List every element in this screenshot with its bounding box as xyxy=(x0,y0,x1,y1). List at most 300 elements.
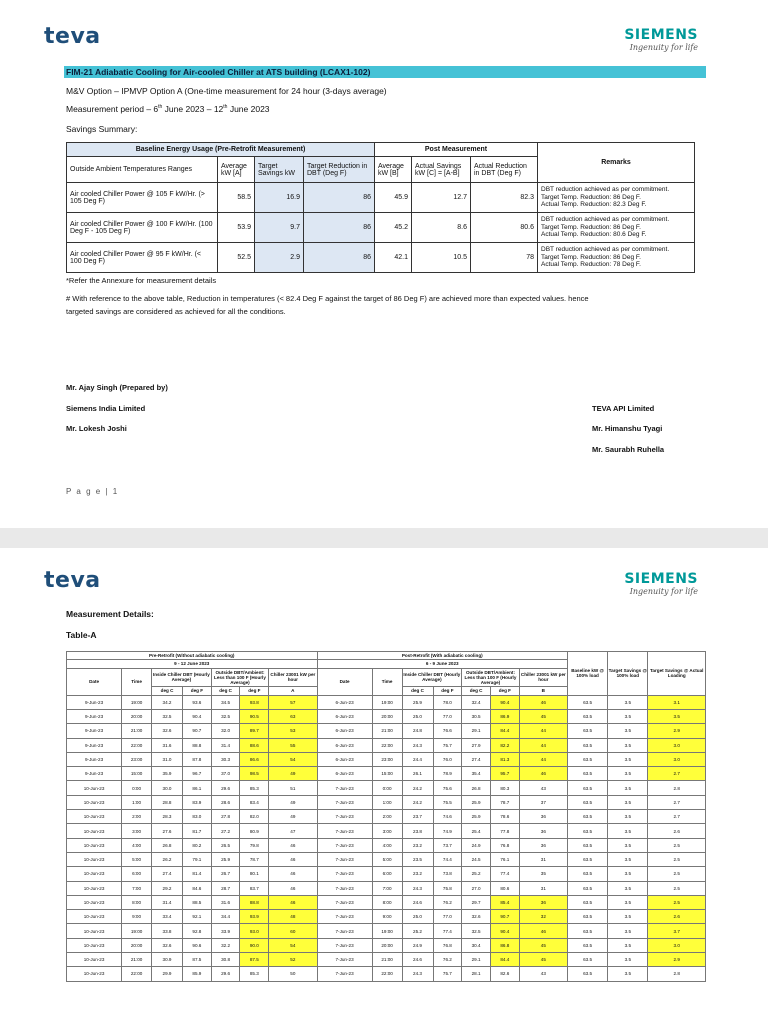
table-cell: 78.7 xyxy=(490,795,519,809)
table-cell: 33.9 xyxy=(211,924,240,938)
table-cell: 25.9 xyxy=(462,810,491,824)
table-row xyxy=(67,895,706,909)
table-cell: 35.9 xyxy=(152,767,183,781)
table-cell: 28.1 xyxy=(462,967,491,981)
table-cell: 3.5 xyxy=(608,967,648,981)
table-cell: 3:00 xyxy=(372,824,402,838)
table-cell: 2.5 xyxy=(648,867,706,881)
table-row xyxy=(67,838,706,852)
table-cell: 0:00 xyxy=(372,781,402,795)
table-cell: 27.2 xyxy=(211,824,240,838)
table-cell: 24.9 xyxy=(462,838,491,852)
table-cell: 10-Jun-23 xyxy=(67,824,122,838)
table-cell: 80.1 xyxy=(240,867,269,881)
table-cell: 63.5 xyxy=(568,738,608,752)
table-cell: 73.7 xyxy=(433,838,462,852)
table-cell: 76.8 xyxy=(433,938,462,952)
table-cell: 3.5 xyxy=(608,881,648,895)
siemens-company: Siemens India Limited xyxy=(66,404,146,413)
table-cell: 76.8 xyxy=(490,838,519,852)
table-cell: 25.9 xyxy=(462,795,491,809)
table-cell: 86.8 xyxy=(490,938,519,952)
siemens-logo: SIEMENS Ingenuity for life xyxy=(624,27,698,52)
table-cell: 32.5 xyxy=(211,709,240,723)
table-cell: 9:00 xyxy=(372,910,402,924)
table-cell: 29.7 xyxy=(462,895,491,909)
table-cell: 63.5 xyxy=(568,953,608,967)
table-cell: 25.2 xyxy=(402,924,433,938)
table-cell: 79.1 xyxy=(183,852,212,866)
table-cell: 77.4 xyxy=(433,924,462,938)
table-cell: 22:00 xyxy=(122,738,152,752)
table-row xyxy=(67,810,706,824)
table-cell: 46 xyxy=(519,767,567,781)
table-cell: 29.1 xyxy=(462,724,491,738)
table-cell: 84.6 xyxy=(183,881,212,895)
table-row xyxy=(67,938,706,952)
table-cell: 36 xyxy=(519,824,567,838)
table-cell: 5:00 xyxy=(372,852,402,866)
table-cell: 73.8 xyxy=(433,867,462,881)
table-cell: 34.2 xyxy=(152,695,183,709)
table-cell: 44 xyxy=(519,752,567,766)
table-cell: 3:00 xyxy=(122,824,152,838)
table-cell: 85.3 xyxy=(240,967,269,981)
table-cell: 25.9 xyxy=(402,695,433,709)
table-cell: 80.6 xyxy=(490,881,519,895)
teva-logo: teva xyxy=(44,24,101,49)
table-cell: 83.4 xyxy=(240,795,269,809)
table-cell: 3.0 xyxy=(648,752,706,766)
table-cell: 43 xyxy=(519,781,567,795)
table-row xyxy=(67,724,706,738)
table-cell: 3.0 xyxy=(648,738,706,752)
table-cell: 87.5 xyxy=(240,953,269,967)
baseline-header: Baseline Energy Usage (Pre-Retrofit Measurement) xyxy=(67,143,375,157)
table-cell: 23.5 xyxy=(402,852,433,866)
table-cell: 78.9 xyxy=(433,767,462,781)
table-cell: 3.5 xyxy=(608,724,648,738)
table-cell: 32.6 xyxy=(462,910,491,924)
table-cell: 86.1 xyxy=(183,781,212,795)
table-cell: 30.8 xyxy=(211,953,240,967)
table-cell: 6-Jun-23 xyxy=(317,752,372,766)
table-cell: 63 xyxy=(269,709,317,723)
table-cell: 20:00 xyxy=(372,709,402,723)
table-cell: 90.5 xyxy=(240,709,269,723)
mv-option: M&V Option – IPMVP Option A (One-time measurement for 24 hour (3-days average) xyxy=(66,86,387,96)
table-cell: 25.0 xyxy=(402,910,433,924)
table-cell: 46 xyxy=(269,838,317,852)
table-cell: 26.7 xyxy=(211,867,240,881)
col-actual-red: Actual Reduction in DBT (Deg F) xyxy=(471,157,538,183)
table-cell: 21:00 xyxy=(372,724,402,738)
table-cell: 46 xyxy=(269,881,317,895)
table-cell: 82.2 xyxy=(490,738,519,752)
table-cell: 63.5 xyxy=(568,695,608,709)
table-cell: 20:00 xyxy=(122,938,152,952)
table-cell: 29.6 xyxy=(211,781,240,795)
table-cell: 63.5 xyxy=(568,752,608,766)
table-cell: 82.0 xyxy=(240,810,269,824)
summary-row: Air cooled Chiller Power @ 105 F kW/Hr. (> 105 Deg F) 58.5 16.9 86 45.9 12.7 82.3 DBT reduction achieved as per commitment. Target Temp. Reduction: 86 Deg F. Actual Temp. Reduction: 82.3 Deg F. xyxy=(67,183,695,213)
table-cell: 7-Jun-23 xyxy=(317,781,372,795)
table-cell: 98.5 xyxy=(240,767,269,781)
table-cell: 76.2 xyxy=(433,953,462,967)
table-cell: 1:00 xyxy=(122,795,152,809)
table-cell: 2.7 xyxy=(648,767,706,781)
table-cell: 31 xyxy=(519,852,567,866)
table-cell: 10-Jun-23 xyxy=(67,924,122,938)
table-cell: 77.8 xyxy=(490,824,519,838)
table-cell: 6:00 xyxy=(122,867,152,881)
table-cell: 63.5 xyxy=(568,910,608,924)
table-cell: 43 xyxy=(519,967,567,981)
table-cell: 26.8 xyxy=(462,781,491,795)
col-actual-kw: Actual Savings kW [C] = [A-B] xyxy=(412,157,471,183)
table-cell: 4:00 xyxy=(372,838,402,852)
table-cell: 2.9 xyxy=(648,724,706,738)
table-cell: 31.4 xyxy=(152,895,183,909)
table-cell: 24.8 xyxy=(402,724,433,738)
table-cell: 45 xyxy=(519,709,567,723)
page-footer: P a g e | 1 xyxy=(66,487,119,496)
table-cell: 27.4 xyxy=(152,867,183,881)
table-cell: 9-Jun-23 xyxy=(67,709,122,723)
table-cell: 3.5 xyxy=(608,709,648,723)
table-cell: 2.7 xyxy=(648,795,706,809)
table-cell: 81.4 xyxy=(183,867,212,881)
table-cell: 2.9 xyxy=(648,953,706,967)
table-cell: 7-Jun-23 xyxy=(317,810,372,824)
table-cell: 36 xyxy=(519,810,567,824)
table-cell: 93.9 xyxy=(240,910,269,924)
table-row xyxy=(67,781,706,795)
table-cell: 6:00 xyxy=(372,867,402,881)
table-cell: 77.0 xyxy=(433,910,462,924)
table-cell: 31.6 xyxy=(152,738,183,752)
table-cell: 3.5 xyxy=(608,953,648,967)
table-row xyxy=(67,924,706,938)
table-cell: 27.9 xyxy=(462,738,491,752)
table-cell: 2.8 xyxy=(648,967,706,981)
table-cell: 2.6 xyxy=(648,910,706,924)
table-row xyxy=(67,910,706,924)
table-cell: 90.7 xyxy=(183,724,212,738)
table-cell: 24.6 xyxy=(402,953,433,967)
table-cell: 19:00 xyxy=(122,924,152,938)
table-cell: 37 xyxy=(519,795,567,809)
table-row xyxy=(67,738,706,752)
reference-note-2: targeted savings are considered as achieved for all the conditions. xyxy=(66,307,286,316)
table-cell: 80.2 xyxy=(183,838,212,852)
table-cell: 49 xyxy=(269,767,317,781)
table-cell: 25.4 xyxy=(462,824,491,838)
table-cell: 60 xyxy=(269,924,317,938)
table-cell: 81.7 xyxy=(183,824,212,838)
table-cell: 45 xyxy=(519,938,567,952)
table-cell: 63.5 xyxy=(568,924,608,938)
col-avg-b: Average kW [B] xyxy=(375,157,412,183)
table-cell: 92.8 xyxy=(183,924,212,938)
col-target-red: Target Reduction in DBT (Deg F) xyxy=(304,157,375,183)
table-cell: 2.5 xyxy=(648,895,706,909)
table-cell: 3.5 xyxy=(608,767,648,781)
signatory-siemens: Mr. Lokesh Joshi xyxy=(66,424,127,433)
table-cell: 3.5 xyxy=(608,938,648,952)
table-cell: 48 xyxy=(269,910,317,924)
table-cell: 3.5 xyxy=(608,824,648,838)
col-avg-a: Average kW [A] xyxy=(218,157,255,183)
table-cell: 24.2 xyxy=(402,781,433,795)
measurement-details-heading: Measurement Details: xyxy=(66,609,154,619)
reference-note-1: # With reference to the above table, Reduction in temperatures (< 82.4 Deg F against the target of 86 Deg F) are achieved more than expected values. hence xyxy=(66,294,589,303)
table-cell: 35 xyxy=(519,867,567,881)
table-cell: 15:00 xyxy=(372,767,402,781)
table-cell: 84.4 xyxy=(490,953,519,967)
table-cell: 7-Jun-23 xyxy=(317,924,372,938)
table-cell: 63.5 xyxy=(568,709,608,723)
table-cell: 3.5 xyxy=(608,752,648,766)
table-cell: 44 xyxy=(519,724,567,738)
table-cell: 90.6 xyxy=(183,938,212,952)
table-cell: 27.4 xyxy=(462,752,491,766)
table-cell: 19:00 xyxy=(372,695,402,709)
table-row xyxy=(67,824,706,838)
table-cell: 33.4 xyxy=(152,910,183,924)
table-cell: 6-Jun-23 xyxy=(317,709,372,723)
table-cell: 74.9 xyxy=(433,824,462,838)
table-cell: 26.2 xyxy=(152,852,183,866)
table-cell: 84.4 xyxy=(490,724,519,738)
table-cell: 25.0 xyxy=(402,709,433,723)
table-cell: 6-Jun-23 xyxy=(317,738,372,752)
table-cell: 77.0 xyxy=(433,709,462,723)
table-cell: 6-Jun-23 xyxy=(317,767,372,781)
table-cell: 89.7 xyxy=(240,724,269,738)
table-cell: 96.7 xyxy=(183,767,212,781)
table-cell: 31.0 xyxy=(152,752,183,766)
table-cell: 22:00 xyxy=(122,967,152,981)
table-cell: 9-Jun-23 xyxy=(67,695,122,709)
table-cell: 10-Jun-23 xyxy=(67,795,122,809)
table-cell: 3.5 xyxy=(608,695,648,709)
table-cell: 10-Jun-23 xyxy=(67,781,122,795)
table-cell: 36 xyxy=(519,838,567,852)
table-cell: 21:00 xyxy=(122,953,152,967)
table-cell: 31 xyxy=(519,881,567,895)
summary-row: Air cooled Chiller Power @ 100 F kW/Hr. (100 Deg F - 105 Deg F) 53.9 9.7 86 45.2 8.6 80.6 DBT reduction achieved as per commitment. Target Temp. Reduction: 86 Deg F. Actual Temp. Reduction: 80.6 Deg F. xyxy=(67,213,695,243)
table-cell: 45 xyxy=(519,953,567,967)
table-cell: 88.6 xyxy=(240,738,269,752)
table-cell: 1:00 xyxy=(372,795,402,809)
table-cell: 76.1 xyxy=(490,852,519,866)
table-cell: 37.0 xyxy=(211,767,240,781)
table-cell: 63.5 xyxy=(568,967,608,981)
col-range: Outside Ambient Temperatures Ranges xyxy=(67,157,218,183)
table-cell: 15:00 xyxy=(122,767,152,781)
siemens-logo: SIEMENS Ingenuity for life xyxy=(624,571,698,596)
table-cell: 7-Jun-23 xyxy=(317,938,372,952)
table-cell: 76.6 xyxy=(433,724,462,738)
table-cell: 93.0 xyxy=(240,924,269,938)
table-cell: 49 xyxy=(269,795,317,809)
savings-summary-heading: Savings Summary: xyxy=(66,124,138,134)
signatory-teva-2: Mr. Saurabh Ruhella xyxy=(592,445,665,454)
table-cell: 52 xyxy=(269,953,317,967)
table-cell: 76.2 xyxy=(433,895,462,909)
table-cell: 3.5 xyxy=(608,810,648,824)
signatory-prepared-by: Mr. Ajay Singh (Prepared by) xyxy=(66,383,168,392)
table-cell: 24.2 xyxy=(402,795,433,809)
table-cell: 88.8 xyxy=(183,738,212,752)
signatory-teva-1: Mr. Himanshu Tyagi xyxy=(592,424,663,433)
table-cell: 3.0 xyxy=(648,938,706,952)
table-cell: 32.6 xyxy=(152,938,183,952)
table-cell: 63.5 xyxy=(568,724,608,738)
table-cell: 32.5 xyxy=(152,709,183,723)
table-cell: 30.9 xyxy=(152,953,183,967)
table-cell: 24.5 xyxy=(462,852,491,866)
table-row xyxy=(67,767,706,781)
table-cell: 31.4 xyxy=(211,738,240,752)
table-cell: 32.0 xyxy=(211,724,240,738)
table-cell: 9-Jun-23 xyxy=(67,738,122,752)
table-cell: 7-Jun-23 xyxy=(317,881,372,895)
table-cell: 87.8 xyxy=(183,752,212,766)
table-cell: 90.0 xyxy=(240,938,269,952)
table-cell: 19:00 xyxy=(122,695,152,709)
table-cell: 90.4 xyxy=(183,709,212,723)
table-cell: 6-Jun-23 xyxy=(317,695,372,709)
table-cell: 10-Jun-23 xyxy=(67,867,122,881)
table-cell: 7-Jun-23 xyxy=(317,867,372,881)
table-cell: 10-Jun-23 xyxy=(67,810,122,824)
table-cell: 90.4 xyxy=(490,695,519,709)
table-cell: 88.5 xyxy=(183,895,212,909)
table-cell: 79.8 xyxy=(240,838,269,852)
table-cell: 23.8 xyxy=(402,824,433,838)
table-cell: 46 xyxy=(519,924,567,938)
post-header: Post Measurement xyxy=(375,143,538,157)
table-cell: 3.5 xyxy=(608,852,648,866)
table-cell: 34.5 xyxy=(211,695,240,709)
table-cell: 2.5 xyxy=(648,852,706,866)
table-cell: 3.5 xyxy=(608,924,648,938)
table-cell: 95.7 xyxy=(490,767,519,781)
summary-row: Air cooled Chiller Power @ 95 F kW/Hr. (< 100 Deg F) 52.5 2.9 86 42.1 10.5 78 DBT reduction achieved as per commitment. Target Temp. Reduction: 86 Deg F. Actual Temp. Reduction: 78 Deg F. xyxy=(67,243,695,273)
table-cell: 63.5 xyxy=(568,824,608,838)
table-cell: 83.0 xyxy=(183,810,212,824)
table-cell: 46 xyxy=(519,695,567,709)
table-cell: 22:00 xyxy=(372,967,402,981)
table-cell: 32.6 xyxy=(152,724,183,738)
table-cell: 2.5 xyxy=(648,881,706,895)
table-cell: 34.4 xyxy=(211,910,240,924)
table-cell: 31.6 xyxy=(211,895,240,909)
table-cell: 24.3 xyxy=(402,738,433,752)
table-cell: 83.9 xyxy=(183,795,212,809)
table-row xyxy=(67,709,706,723)
table-cell: 28.6 xyxy=(211,795,240,809)
table-cell: 23.2 xyxy=(402,867,433,881)
table-cell: 24.9 xyxy=(402,938,433,952)
teva-company: TEVA API Limited xyxy=(592,404,655,413)
table-cell: 2.8 xyxy=(648,781,706,795)
table-cell: 24.3 xyxy=(402,881,433,895)
table-cell: 75.5 xyxy=(433,795,462,809)
table-cell: 80.9 xyxy=(240,824,269,838)
table-cell: 36 xyxy=(519,895,567,909)
table-cell: 32 xyxy=(519,910,567,924)
table-cell: 3.5 xyxy=(608,867,648,881)
table-cell: 33.8 xyxy=(152,924,183,938)
document-title: FIM-21 Adiabatic Cooling for Air-cooled Chiller at ATS building (LCAX1-102) xyxy=(64,66,706,78)
table-cell: 74.4 xyxy=(433,852,462,866)
table-cell: 5:00 xyxy=(122,852,152,866)
annexure-note: *Refer the Annexure for measurement details xyxy=(66,276,217,285)
table-cell: 7-Jun-23 xyxy=(317,795,372,809)
table-cell: 30.3 xyxy=(211,752,240,766)
table-cell: 24.3 xyxy=(402,967,433,981)
table-cell: 20:00 xyxy=(372,938,402,952)
table-cell: 30.0 xyxy=(152,781,183,795)
table-cell: 86.9 xyxy=(490,709,519,723)
table-row xyxy=(67,967,706,981)
table-cell: 93.8 xyxy=(240,695,269,709)
table-cell: 7-Jun-23 xyxy=(317,895,372,909)
measurement-period: Measurement period – 6th June 2023 – 12th June 2023 xyxy=(66,104,270,114)
table-cell: 23:00 xyxy=(122,752,152,766)
table-cell: 85.4 xyxy=(490,895,519,909)
table-cell: 63.5 xyxy=(568,881,608,895)
table-cell: 75.7 xyxy=(433,738,462,752)
table-cell: 77.4 xyxy=(490,867,519,881)
table-cell: 23.2 xyxy=(402,838,433,852)
table-cell: 10-Jun-23 xyxy=(67,967,122,981)
table-cell: 21:00 xyxy=(122,724,152,738)
table-cell: 2.5 xyxy=(648,838,706,852)
table-cell: 28.3 xyxy=(152,810,183,824)
table-row xyxy=(67,752,706,766)
table-cell: 10-Jun-23 xyxy=(67,910,122,924)
table-cell: 29.6 xyxy=(211,967,240,981)
table-cell: 51 xyxy=(269,781,317,795)
table-cell: 63.5 xyxy=(568,767,608,781)
table-cell: 30.4 xyxy=(462,938,491,952)
table-cell: 26.5 xyxy=(211,838,240,852)
teva-logo: teva xyxy=(44,568,101,593)
table-cell: 28.8 xyxy=(152,795,183,809)
savings-summary-table xyxy=(66,142,695,273)
table-cell: 46 xyxy=(269,895,317,909)
table-cell: 2:00 xyxy=(122,810,152,824)
table-cell: 32.5 xyxy=(462,924,491,938)
table-cell: 7-Jun-23 xyxy=(317,852,372,866)
table-cell: 29.2 xyxy=(152,881,183,895)
table-cell: 10-Jun-23 xyxy=(67,881,122,895)
table-cell: 63.5 xyxy=(568,852,608,866)
table-cell: 63.5 xyxy=(568,938,608,952)
table-cell: 3.5 xyxy=(608,910,648,924)
table-cell: 88.8 xyxy=(240,895,269,909)
table-cell: 29.9 xyxy=(152,967,183,981)
table-cell: 50 xyxy=(269,967,317,981)
table-cell: 82.6 xyxy=(490,967,519,981)
table-cell: 8:00 xyxy=(372,895,402,909)
table-cell: 35.4 xyxy=(462,767,491,781)
table-cell: 27.6 xyxy=(152,824,183,838)
